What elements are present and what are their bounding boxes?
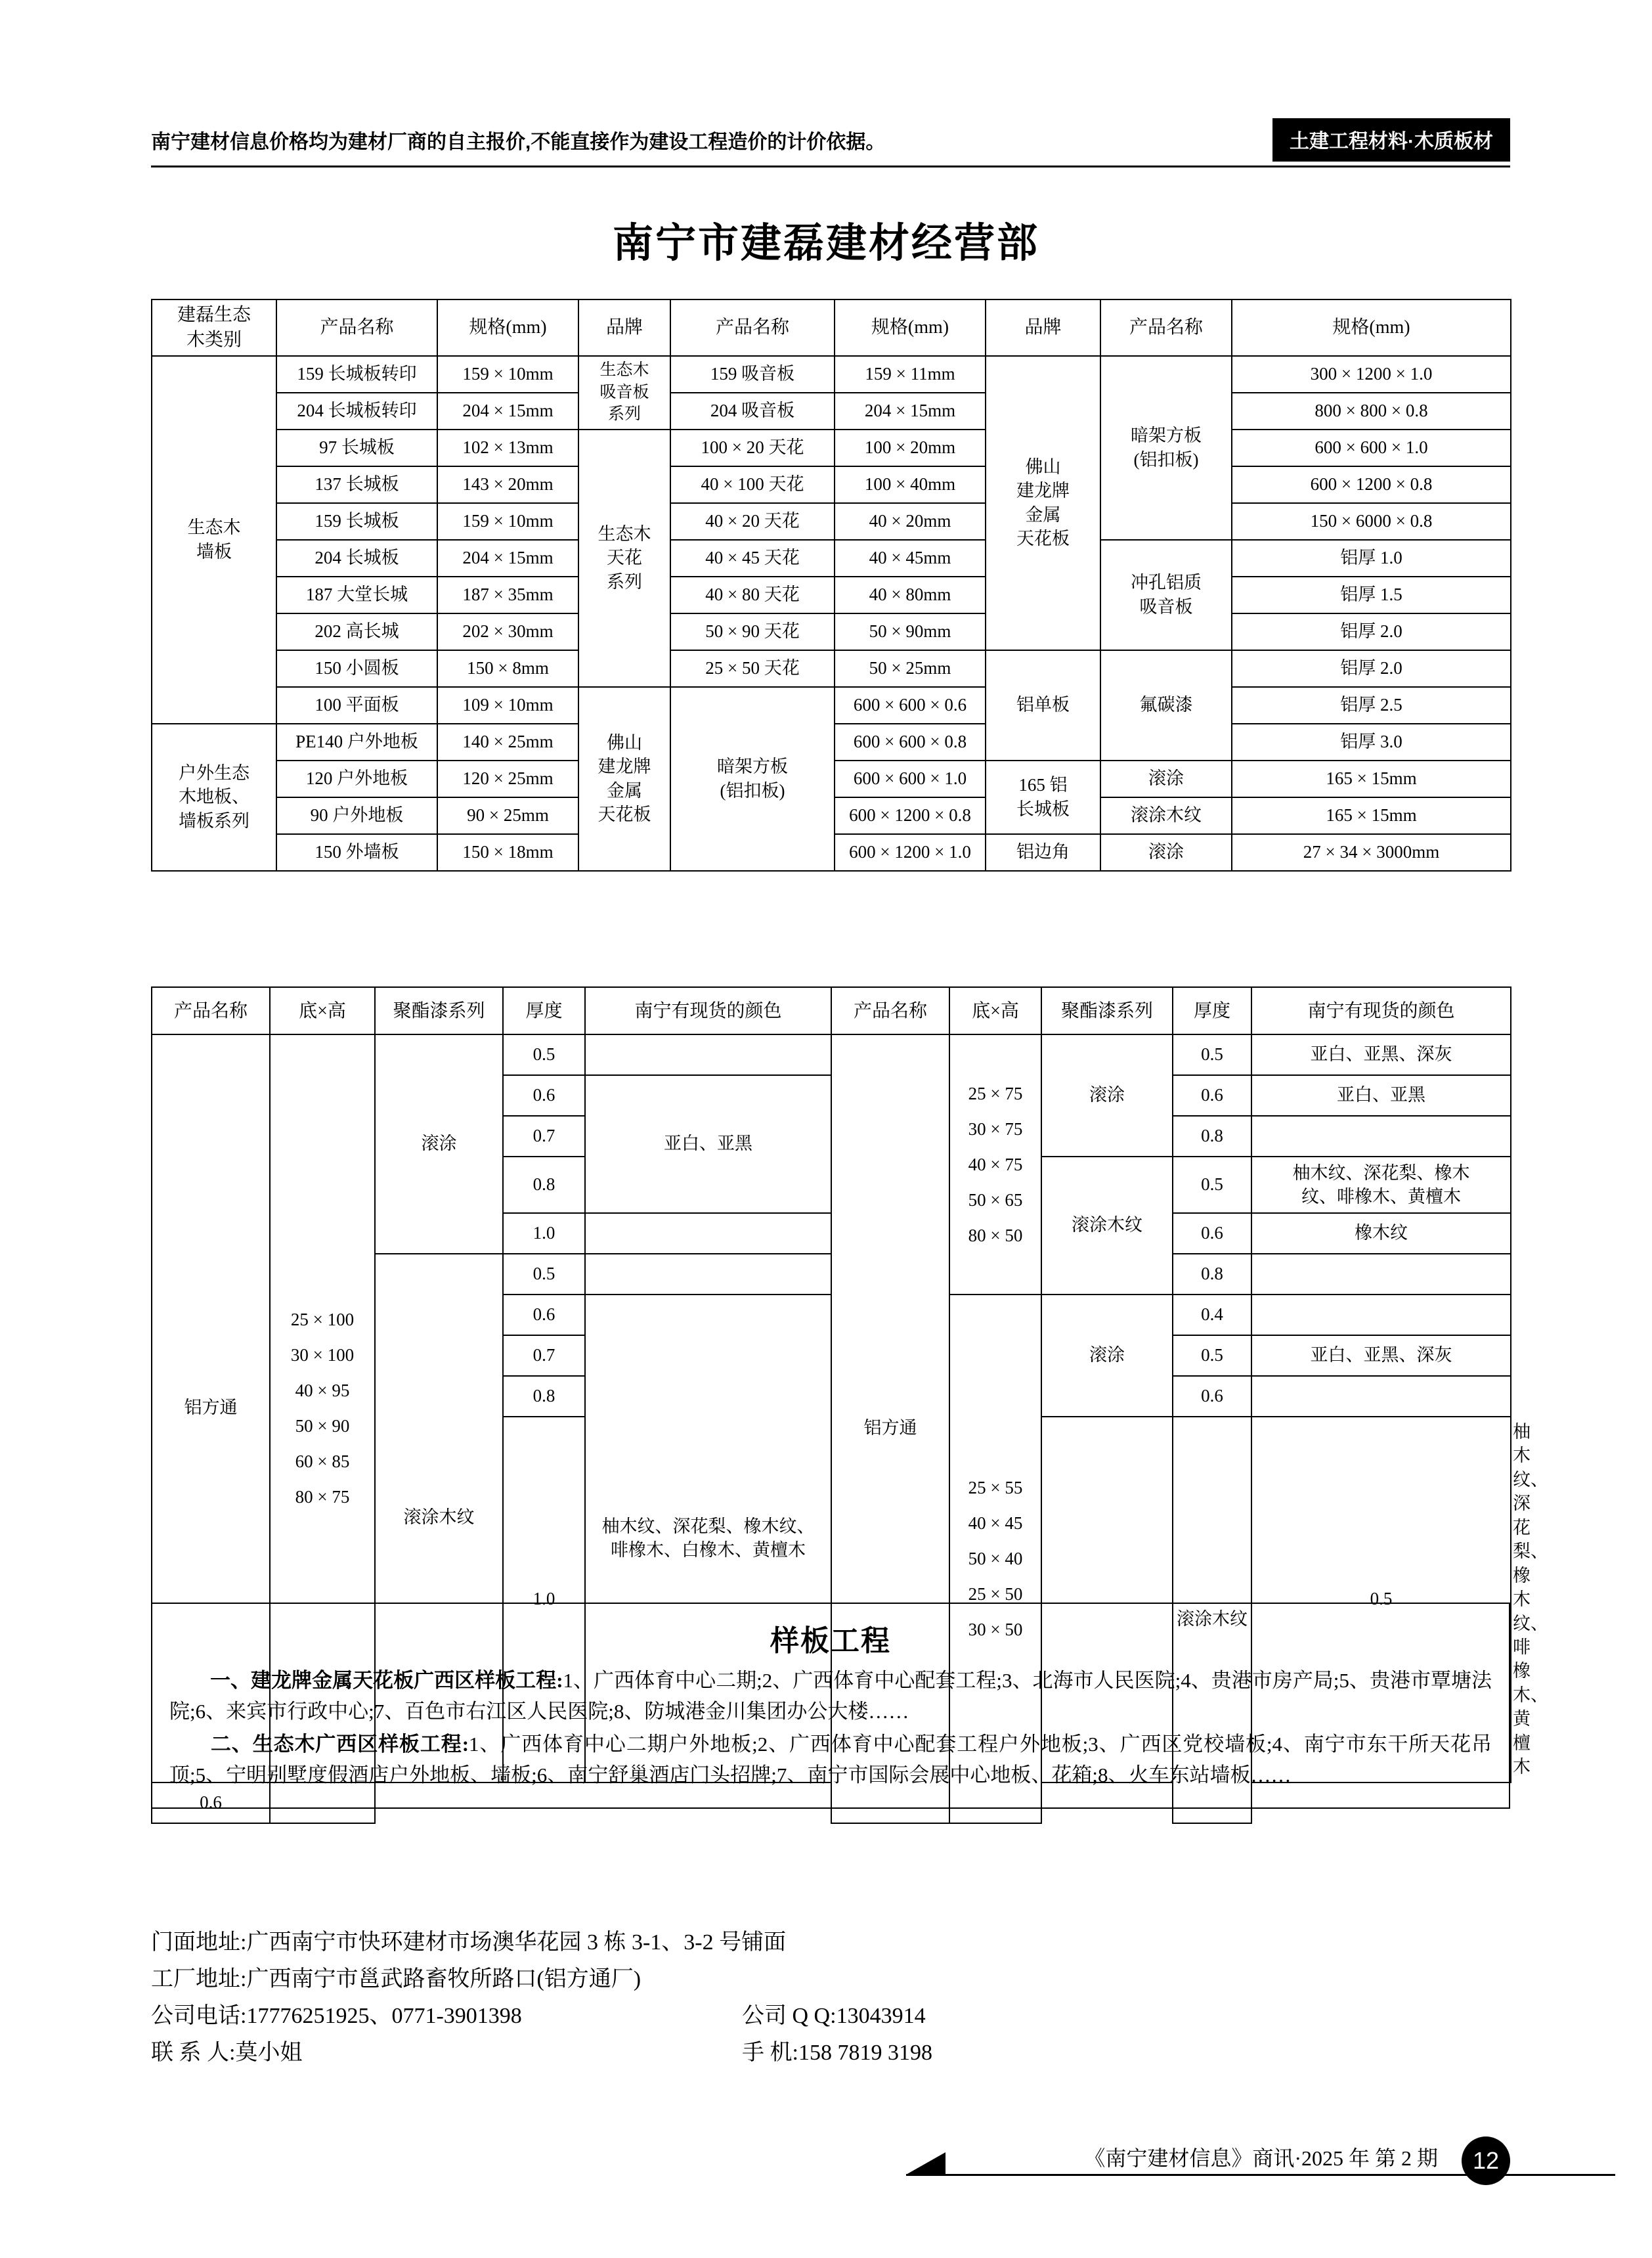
table-row xyxy=(152,540,1511,577)
cell-product: 159 长城板 xyxy=(276,503,437,540)
page-title: 南宁市建磊建材经营部 xyxy=(612,221,1039,266)
cell-product: 滚涂木纹 xyxy=(1100,797,1232,834)
cell-product: 40 × 45 天花 xyxy=(670,540,835,577)
cell-color-blank-5 xyxy=(1251,1254,1511,1295)
table-header-row xyxy=(152,987,1511,1034)
phone-label: 公司电话: xyxy=(151,2004,247,2029)
col-header-color-left: 南宁有现货的颜色 xyxy=(585,987,831,1034)
factory-address-value: 广西南宁市邕武路畜牧所路口(铝方通厂) xyxy=(246,1967,641,1992)
cell-thickness: 0.7 xyxy=(503,1335,585,1376)
col-header-brand-2: 品牌 xyxy=(986,299,1100,356)
sample-body-1: 1、广西体育中心二期;2、广西体育中心配套工程;3、北海市人民医院;4、贵港市房产局;5、贵港市覃塘法院;6、来宾市行政中心;7、百色市右江区人民医院;8、防城港金川集团办公大楼…… xyxy=(169,1669,1492,1723)
col-header-spec-3: 规格(mm) xyxy=(1232,299,1511,356)
cell-spec: 600 × 1200 × 1.0 xyxy=(835,834,986,871)
cell-spec: 27 × 34 × 3000mm xyxy=(1232,834,1511,871)
cell-product: 滚涂 xyxy=(1100,834,1232,871)
col-header-spec-1: 规格(mm) xyxy=(437,299,578,356)
cell-spec: 100 × 40mm xyxy=(835,466,986,503)
cell-thickness: 0.8 xyxy=(503,1157,585,1213)
cell-spec: 100 × 20mm xyxy=(835,430,986,466)
cell-spec: 187 × 35mm xyxy=(437,577,578,613)
col-header-paint-right: 聚酯漆系列 xyxy=(1041,987,1173,1034)
cell-spec: 600 × 600 × 0.8 xyxy=(835,724,986,761)
cell-product: 90 户外地板 xyxy=(276,797,437,834)
cell-brand-ecowood-ceiling: 生态木 天花 系列 xyxy=(578,430,670,687)
cell-product-aluminum-tube-left: 铝方通 xyxy=(152,1034,270,1782)
cell-product: 97 长城板 xyxy=(276,430,437,466)
mobile-value: 158 7819 3198 xyxy=(798,2041,932,2066)
size-item: 25 × 50 xyxy=(968,1584,1023,1605)
table-row xyxy=(152,430,1511,466)
cell-product: PE140 户外地板 xyxy=(276,724,437,761)
col-header-basexheight-right: 底×高 xyxy=(949,987,1041,1034)
factory-address-label: 工厂地址: xyxy=(151,1967,247,1992)
col-header-paint-left: 聚酯漆系列 xyxy=(375,987,503,1034)
size-item: 50 × 90 xyxy=(295,1416,350,1436)
cell-product: 204 长城板转印 xyxy=(276,393,437,430)
cell-thickness: 0.7 xyxy=(503,1116,585,1157)
sample-projects-title: 样板工程 xyxy=(770,1625,891,1657)
header-divider xyxy=(151,166,1510,167)
page-footer xyxy=(151,2138,1510,2190)
cell-spec: 600 × 1200 × 0.8 xyxy=(1232,466,1511,503)
cell-thickness: 0.6 xyxy=(1173,1213,1251,1254)
cell-thickness: 1.0 xyxy=(503,1417,585,1782)
cell-thickness: 0.6 xyxy=(1173,1376,1251,1417)
cell-color: 亚白、亚黑 xyxy=(585,1075,831,1213)
cell-color-blank-1 xyxy=(585,1034,831,1075)
contact-block xyxy=(151,1924,1510,2071)
cell-thickness: 0.6 xyxy=(1173,1075,1251,1116)
cell-spec: 165 × 15mm xyxy=(1232,797,1511,834)
phone-value: 17776251925、0771-3901398 xyxy=(246,2004,522,2029)
cell-spec: 204 × 15mm xyxy=(437,540,578,577)
cell-color-blank-4 xyxy=(585,1254,831,1295)
size-item: 50 × 65 xyxy=(968,1190,1023,1210)
person-group xyxy=(151,2035,742,2071)
cell-color-blank-2 xyxy=(1251,1116,1511,1157)
size-item: 30 × 50 xyxy=(968,1620,1023,1640)
cell-spec: 铝厚 1.5 xyxy=(1232,577,1511,613)
col-header-product-left: 产品名称 xyxy=(152,987,270,1034)
size-item: 25 × 75 xyxy=(968,1084,1023,1103)
cell-spec: 204 × 15mm xyxy=(437,393,578,430)
cell-thickness: 0.8 xyxy=(1173,1254,1251,1295)
col-header-spec-2: 规格(mm) xyxy=(835,299,986,356)
cell-product: 159 长城板转印 xyxy=(276,356,437,393)
cell-thickness: 1.0 xyxy=(503,1213,585,1254)
cell-spec: 159 × 10mm xyxy=(437,356,578,393)
cell-brand-acoustic: 生态木 吸音板 系列 xyxy=(578,356,670,430)
cell-product: 滚涂 xyxy=(1100,761,1232,797)
cell-spec: 143 × 20mm xyxy=(437,466,578,503)
cell-spec: 159 × 10mm xyxy=(437,503,578,540)
cell-spec: 150 × 6000 × 0.8 xyxy=(1232,503,1511,540)
cell-spec: 140 × 25mm xyxy=(437,724,578,761)
qq-label: 公司 Q Q: xyxy=(742,2004,837,2029)
cell-spec: 600 × 600 × 1.0 xyxy=(1232,430,1511,466)
cell-thickness: 0.8 xyxy=(1173,1116,1251,1157)
cell-product-concealed-panel-2: 暗架方板 (铝扣板) xyxy=(670,687,835,871)
cell-spec: 铝厚 1.0 xyxy=(1232,540,1511,577)
qq-value: 13043914 xyxy=(836,2004,926,2029)
table-row xyxy=(152,650,1511,687)
cell-spec: 800 × 800 × 0.8 xyxy=(1232,393,1511,430)
phone-group xyxy=(151,1998,742,2035)
cell-product: 187 大堂长城 xyxy=(276,577,437,613)
cell-color: 柚木纹、深花梨、橡木纹、 啡橡木、白橡木、黄檀木 xyxy=(585,1295,831,1782)
cell-thickness: 0.8 xyxy=(503,1376,585,1417)
contact-person-label: 联 系 人: xyxy=(151,2041,236,2066)
size-item: 25 × 100 xyxy=(290,1310,355,1330)
cell-spec: 120 × 25mm xyxy=(437,761,578,797)
page-number-badge: 12 xyxy=(1462,2136,1510,2185)
page-header xyxy=(151,118,1510,162)
mobile-group xyxy=(742,2035,932,2071)
cell-thickness: 0.6 xyxy=(503,1075,585,1116)
table-row xyxy=(152,466,1511,503)
phone-qq-row xyxy=(151,1998,1510,2035)
col-header-product-1: 产品名称 xyxy=(276,299,437,356)
cell-spec: 50 × 90mm xyxy=(835,613,986,650)
cell-spec: 90 × 25mm xyxy=(437,797,578,834)
header-category-tag: 土建工程材料·木质板材 xyxy=(1272,118,1510,162)
cell-brand-foshan-jianlong-2: 佛山 建龙牌 金属 天花板 xyxy=(578,687,670,871)
cell-product: 150 外墙板 xyxy=(276,834,437,871)
col-header-thickness-right: 厚度 xyxy=(1173,987,1251,1034)
col-header-basexheight-left: 底×高 xyxy=(270,987,375,1034)
col-header-category: 建磊生态 木类别 xyxy=(152,299,276,356)
cell-spec: 204 × 15mm xyxy=(835,393,986,430)
sample-projects-section xyxy=(151,1603,1510,1809)
table-row xyxy=(152,356,1511,393)
cell-thickness: 0.5 xyxy=(1173,1335,1251,1376)
cell-spec: 102 × 13mm xyxy=(437,430,578,466)
product-spec-table xyxy=(151,299,1511,872)
cell-product-concealed-panel: 暗架方板 (铝扣板) xyxy=(1100,356,1232,540)
cell-spec: 159 × 11mm xyxy=(835,356,986,393)
col-header-color-right: 南宁有现货的颜色 xyxy=(1251,987,1511,1034)
footer-publication-text: 《南宁建材信息》商讯·2025 年 第 2 期 xyxy=(1084,2146,1438,2170)
contact-person-value: 莫小姐 xyxy=(235,2041,303,2066)
cell-color: 橡木纹 xyxy=(1251,1213,1511,1254)
store-address-label: 门面地址: xyxy=(151,1930,247,1955)
cell-product: 100 平面板 xyxy=(276,687,437,724)
cell-spec: 202 × 30mm xyxy=(437,613,578,650)
cell-spec: 铝厚 2.0 xyxy=(1232,650,1511,687)
sample-lead-2: 二、生态木广西区样板工程: xyxy=(210,1733,469,1756)
cell-product-fluorocarbon: 氟碳漆 xyxy=(1100,650,1232,761)
cell-product: 50 × 90 天花 xyxy=(670,613,835,650)
table-row xyxy=(152,1034,1511,1075)
header-disclaimer: 南宁建材信息价格均为建材厂商的自主报价,不能直接作为建设工程造价的计价依据。 xyxy=(151,131,886,153)
cell-spec: 600 × 1200 × 0.8 xyxy=(835,797,986,834)
cell-product: 204 长城板 xyxy=(276,540,437,577)
cell-product: 204 吸音板 xyxy=(670,393,835,430)
cell-brand-165-aluminum: 165 铝 长城板 xyxy=(986,761,1100,834)
cell-spec: 40 × 80mm xyxy=(835,577,986,613)
col-header-thickness-left: 厚度 xyxy=(503,987,585,1034)
cell-paint-roller-right-2: 滚涂 xyxy=(1041,1295,1173,1417)
cell-spec: 150 × 18mm xyxy=(437,834,578,871)
cell-thickness: 0.6 xyxy=(503,1295,585,1335)
cell-thickness: 0.5 xyxy=(1251,1417,1511,1782)
cell-product: 25 × 50 天花 xyxy=(670,650,835,687)
cell-spec: 300 × 1200 × 1.0 xyxy=(1232,356,1511,393)
cell-spec: 铝厚 3.0 xyxy=(1232,724,1511,761)
cell-thickness: 0.4 xyxy=(1173,1295,1251,1335)
cell-product: 40 × 20 天花 xyxy=(670,503,835,540)
size-item: 40 × 95 xyxy=(295,1381,350,1401)
size-item: 40 × 45 xyxy=(968,1513,1023,1534)
cell-thickness: 0.6 xyxy=(152,1782,270,1823)
person-mobile-row xyxy=(151,2035,1510,2071)
cell-thickness: 0.5 xyxy=(503,1254,585,1295)
cell-spec: 50 × 25mm xyxy=(835,650,986,687)
cell-spec: 150 × 8mm xyxy=(437,650,578,687)
sample-projects-paragraph-1 xyxy=(169,1666,1492,1727)
table-header-row xyxy=(152,299,1511,356)
cell-product: 40 × 100 天花 xyxy=(670,466,835,503)
cell-brand-aluminum-single-panel: 铝单板 xyxy=(986,650,1100,761)
cell-paint-roller-left: 滚涂 xyxy=(375,1034,503,1254)
cell-paint-woodgrain-left: 滚涂木纹 xyxy=(375,1254,503,1782)
table-row xyxy=(152,503,1511,540)
cell-brand-foshan-jianlong: 佛山 建龙牌 金属 天花板 xyxy=(986,356,1100,650)
cell-product: 159 吸音板 xyxy=(670,356,835,393)
size-item: 40 × 75 xyxy=(968,1155,1023,1174)
cell-paint-roller-right-1: 滚涂 xyxy=(1041,1034,1173,1157)
factory-address-row xyxy=(151,1961,1510,1998)
cell-product: 202 高长城 xyxy=(276,613,437,650)
cell-color-blank-7 xyxy=(1251,1376,1511,1417)
cell-product: 100 × 20 天花 xyxy=(670,430,835,466)
cell-color: 亚白、亚黑 xyxy=(1251,1075,1511,1116)
size-item: 30 × 75 xyxy=(968,1119,1023,1139)
sample-projects-box xyxy=(151,1603,1510,1809)
store-address-value: 广西南宁市快环建材市场澳华花园 3 栋 3-1、3-2 号铺面 xyxy=(246,1930,787,1955)
cell-color: 亚白、亚黑、深灰 xyxy=(1251,1335,1511,1376)
col-header-product-right: 产品名称 xyxy=(831,987,949,1034)
cell-paint-woodgrain-right-1: 滚涂木纹 xyxy=(1041,1157,1173,1295)
col-header-brand-1: 品牌 xyxy=(578,299,670,356)
size-item: 25 × 55 xyxy=(968,1478,1023,1498)
cell-spec: 600 × 600 × 1.0 xyxy=(835,761,986,797)
cell-product-perforated-acoustic: 冲孔铝质 吸音板 xyxy=(1100,540,1232,650)
footer-divider xyxy=(906,2174,1615,2176)
col-header-product-2: 产品名称 xyxy=(670,299,835,356)
qq-group xyxy=(742,1998,926,2035)
cell-product: 137 长城板 xyxy=(276,466,437,503)
size-item: 80 × 75 xyxy=(295,1487,350,1507)
cell-category-outdoor-ecowood: 户外生态 木地板、 墙板系列 xyxy=(152,724,276,871)
cell-spec: 40 × 45mm xyxy=(835,540,986,577)
cell-spec: 铝厚 2.0 xyxy=(1232,613,1511,650)
sample-projects-paragraph-2 xyxy=(169,1729,1492,1790)
cell-brand-aluminum-edge: 铝边角 xyxy=(986,834,1100,871)
cell-product: 40 × 80 天花 xyxy=(670,577,835,613)
cell-product-aluminum-tube-right: 铝方通 xyxy=(831,1034,949,1823)
sample-body-2: 1、广西体育中心二期户外地板;2、广西体育中心配套工程户外地板;3、广西区党校墙板;4、南宁市东干所天花吊顶;5、宁明别墅度假酒店户外地板、墙板;6、南宁舒巢酒店门头招牌;7、南宁市国际会展中心地板、花箱;8、火车东站墙板…… xyxy=(169,1733,1492,1786)
table-row: 1.0 滚涂木纹 0.5 柚木纹、深花梨、橡木 纹、啡橡木、黄檀木 xyxy=(152,1417,1511,1782)
cell-product: 120 户外地板 xyxy=(276,761,437,797)
size-item: 30 × 100 xyxy=(290,1345,355,1365)
cell-color-blank-6 xyxy=(1251,1295,1511,1335)
cell-sizes-right-1 xyxy=(949,1034,1041,1295)
table-row xyxy=(152,577,1511,613)
table-row xyxy=(152,613,1511,650)
cell-thickness: 0.5 xyxy=(1173,1034,1251,1075)
cell-color-blank-3 xyxy=(585,1213,831,1254)
cell-product: 150 小圆板 xyxy=(276,650,437,687)
cell-spec: 40 × 20mm xyxy=(835,503,986,540)
cell-spec: 600 × 600 × 0.6 xyxy=(835,687,986,724)
cell-spec: 109 × 10mm xyxy=(437,687,578,724)
product-spec-table-wrap xyxy=(151,299,1510,872)
cell-thickness: 0.5 xyxy=(503,1034,585,1075)
cell-color: 亚白、亚黑、深灰 xyxy=(1251,1034,1511,1075)
cell-paint-woodgrain-right-2: 滚涂木纹 xyxy=(1173,1417,1251,1823)
cell-color: 柚木纹、深花梨、橡木 纹、啡橡木、黄檀木 xyxy=(1251,1157,1511,1213)
cell-spec: 铝厚 2.5 xyxy=(1232,687,1511,724)
size-item: 60 × 85 xyxy=(295,1451,350,1472)
size-item: 50 × 40 xyxy=(968,1549,1023,1569)
mobile-label: 手 机: xyxy=(742,2041,798,2066)
col-header-product-3: 产品名称 xyxy=(1100,299,1232,356)
cell-category-ecowood-wall: 生态木 墙板 xyxy=(152,356,276,724)
cell-thickness: 0.5 xyxy=(1173,1157,1251,1213)
size-item: 80 × 50 xyxy=(968,1226,1023,1245)
sample-lead-1: 一、建龙牌金属天花板广西区样板工程: xyxy=(210,1669,563,1692)
table-row xyxy=(152,393,1511,430)
cell-spec: 165 × 15mm xyxy=(1232,761,1511,797)
footer-triangle-decoration xyxy=(906,2152,946,2175)
table-row xyxy=(152,687,1511,724)
store-address-row xyxy=(151,1924,1510,1961)
